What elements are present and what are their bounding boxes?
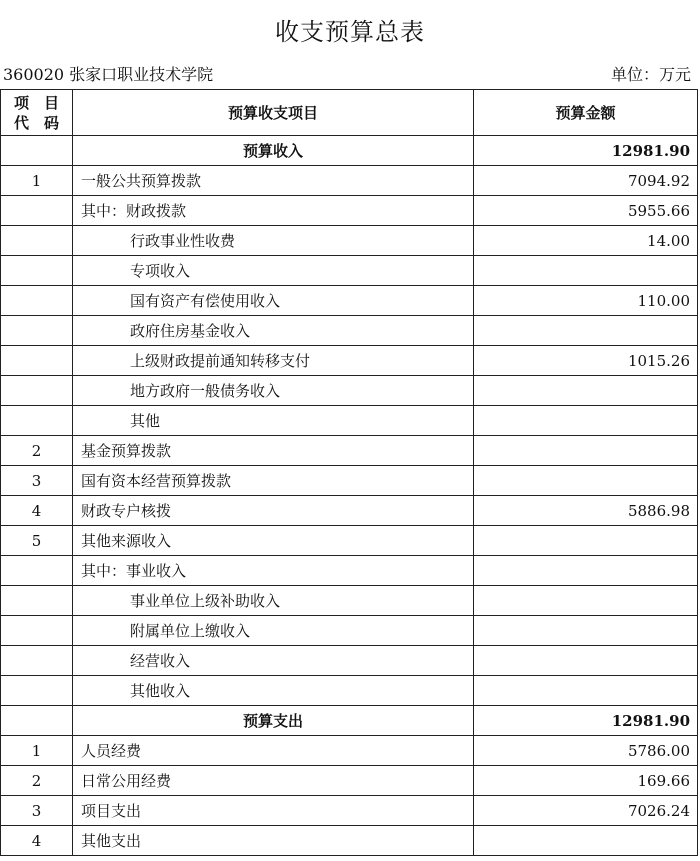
- row-item-name: 国有资产有偿使用收入: [73, 286, 474, 316]
- row-amount: 169.66: [474, 766, 698, 796]
- header-item-cell: 预算收支项目: [73, 90, 474, 136]
- row-code: [1, 286, 73, 316]
- row-item-name: 一般公共预算拨款: [73, 166, 474, 196]
- row-amount: 14.00: [474, 226, 698, 256]
- table-row: [1, 376, 698, 406]
- row-amount: [474, 556, 698, 586]
- table-row: [1, 226, 698, 256]
- organization-label: 360020 张家口职业技术学院: [3, 65, 214, 84]
- row-item-name: 其中：财政拨款: [73, 196, 474, 226]
- row-item-name: 其他支出: [73, 826, 474, 856]
- table-row: [1, 496, 698, 526]
- row-item-name: 日常公用经费: [73, 766, 474, 796]
- row-amount: 12981.90: [474, 136, 698, 166]
- row-item-name: 附属单位上缴收入: [73, 616, 474, 646]
- row-code: [1, 676, 73, 706]
- row-amount: [474, 646, 698, 676]
- row-code: [1, 256, 73, 286]
- row-code: [1, 226, 73, 256]
- row-code: [1, 346, 73, 376]
- row-item-name: 人员经费: [73, 736, 474, 766]
- row-code: [1, 136, 73, 166]
- table-row: [1, 616, 698, 646]
- table-row: [1, 136, 698, 166]
- row-amount: 12981.90: [474, 706, 698, 736]
- row-code: [1, 196, 73, 226]
- row-code: [1, 706, 73, 736]
- table-row: [1, 466, 698, 496]
- row-amount: 5955.66: [474, 196, 698, 226]
- row-code: 2: [1, 766, 73, 796]
- row-amount: 110.00: [474, 286, 698, 316]
- table-row: [1, 646, 698, 676]
- row-item-name: 项目支出: [73, 796, 474, 826]
- row-amount: [474, 436, 698, 466]
- table-row: [1, 706, 698, 736]
- row-code: 5: [1, 526, 73, 556]
- table-body: [1, 136, 698, 856]
- table-row: [1, 346, 698, 376]
- header-code-line2: 代 码: [13, 113, 59, 132]
- row-amount: 1015.26: [474, 346, 698, 376]
- budget-table: [0, 89, 698, 856]
- row-amount: [474, 316, 698, 346]
- row-item-name: 其他收入: [73, 676, 474, 706]
- row-item-name: 预算收入: [73, 136, 474, 166]
- table-row: [1, 286, 698, 316]
- row-amount: [474, 466, 698, 496]
- row-amount: 7026.24: [474, 796, 698, 826]
- row-amount: [474, 526, 698, 556]
- row-item-name: 其他: [73, 406, 474, 436]
- row-code: [1, 556, 73, 586]
- row-code: 4: [1, 826, 73, 856]
- table-header-row: [1, 90, 698, 136]
- table-row: [1, 316, 698, 346]
- table-row: [1, 526, 698, 556]
- table-row: [1, 166, 698, 196]
- row-code: [1, 376, 73, 406]
- row-code: 4: [1, 496, 73, 526]
- row-code: 3: [1, 466, 73, 496]
- table-row: [1, 676, 698, 706]
- row-code: [1, 616, 73, 646]
- row-item-name: 行政事业性收费: [73, 226, 474, 256]
- page-title: 收支预算总表: [275, 18, 425, 46]
- row-amount: [474, 256, 698, 286]
- row-code: 3: [1, 796, 73, 826]
- unit-label: 单位：万元: [610, 65, 691, 84]
- table-row: [1, 766, 698, 796]
- row-amount: [474, 586, 698, 616]
- row-item-name: 基金预算拨款: [73, 436, 474, 466]
- row-amount: [474, 376, 698, 406]
- row-item-name: 国有资本经营预算拨款: [73, 466, 474, 496]
- table-row: [1, 256, 698, 286]
- table-row: [1, 196, 698, 226]
- table-row: [1, 586, 698, 616]
- row-amount: 7094.92: [474, 166, 698, 196]
- table-row: [1, 796, 698, 826]
- header-code-cell: [1, 90, 73, 136]
- table-row: [1, 736, 698, 766]
- row-amount: [474, 406, 698, 436]
- row-item-name: 其他来源收入: [73, 526, 474, 556]
- row-amount: [474, 616, 698, 646]
- table-row: [1, 556, 698, 586]
- row-item-name: 地方政府一般债务收入: [73, 376, 474, 406]
- row-code: 1: [1, 166, 73, 196]
- row-code: [1, 316, 73, 346]
- row-amount: [474, 826, 698, 856]
- row-item-name: 经营收入: [73, 646, 474, 676]
- row-item-name: 预算支出: [73, 706, 474, 736]
- header-amount-cell: 预算金额: [474, 90, 698, 136]
- row-item-name: 事业单位上级补助收入: [73, 586, 474, 616]
- row-item-name: 政府住房基金收入: [73, 316, 474, 346]
- row-code: 1: [1, 736, 73, 766]
- row-code: [1, 406, 73, 436]
- row-code: [1, 586, 73, 616]
- table-row: [1, 436, 698, 466]
- row-amount: [474, 676, 698, 706]
- row-item-name: 专项收入: [73, 256, 474, 286]
- row-amount: 5786.00: [474, 736, 698, 766]
- row-item-name: 财政专户核拨: [73, 496, 474, 526]
- table-row: [1, 406, 698, 436]
- row-item-name: 上级财政提前通知转移支付: [73, 346, 474, 376]
- row-code: [1, 646, 73, 676]
- table-row: [1, 826, 698, 856]
- row-code: 2: [1, 436, 73, 466]
- header-code-line1: 项 目: [13, 93, 59, 112]
- row-item-name: 其中：事业收入: [73, 556, 474, 586]
- row-amount: 5886.98: [474, 496, 698, 526]
